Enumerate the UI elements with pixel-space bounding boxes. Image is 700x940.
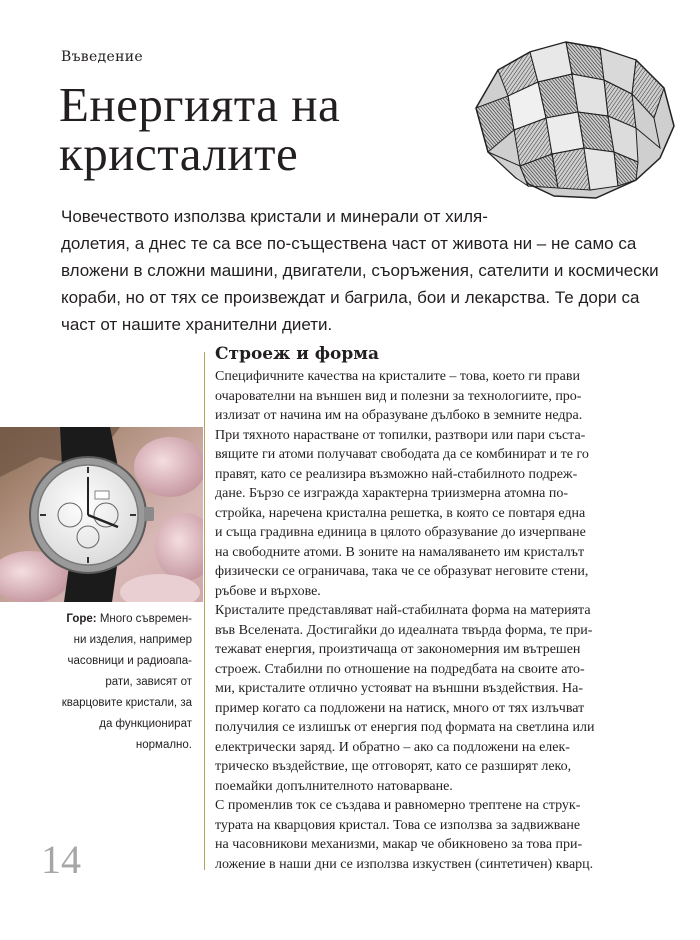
- body-line: очарователни на външен вид и полезни за технологиите, про-: [215, 388, 582, 404]
- caption-line: [42, 609, 192, 630]
- caption-line: ни изделия, например: [73, 634, 192, 646]
- title-line: Енергията на: [59, 77, 341, 132]
- body-line: тежават енергия, произтичаща от закономерния им вътрешен: [215, 642, 581, 657]
- body-line: Специфичните качества на кристалите – това, което ги прави: [215, 369, 580, 384]
- crystal-illustration: [468, 30, 680, 208]
- body-line: правят, като се реализира възможно най-стабилното подреж-: [215, 466, 578, 482]
- photo-caption: [42, 609, 192, 756]
- body-line: ръбове и върхове.: [215, 583, 321, 599]
- body-line: турата на кварцовия кристал. Това се използва за задвижване: [215, 817, 581, 833]
- caption-label: Горе:: [66, 613, 97, 625]
- intro-paragraph: [61, 203, 681, 338]
- body-line: на свободните атоми. В зоните на намаляването им кристалът: [215, 544, 585, 560]
- body-line: стройка, наречена кристална решетка, в която се повтаря една: [215, 505, 586, 521]
- body-line: ми, кристалите отлично устояват на външни въздействия. На-: [215, 681, 584, 696]
- body-line: излизат от начина им на образуване дълбоко в земните недра.: [215, 408, 583, 423]
- body-line: физически се ограничава, така че се образуват неговите стени,: [215, 564, 589, 579]
- caption-text: Много съвремен-: [96, 613, 192, 625]
- title-line: кристалите: [59, 126, 299, 181]
- caption-line: кварцовите кристали, за: [61, 697, 192, 709]
- body-line: получилия се излишък от енергия под формата на светлина или: [215, 720, 595, 735]
- body-line: ложение в наши дни се използва изкуствен (синтетичен) кварц.: [215, 856, 594, 872]
- column-divider: [204, 352, 205, 870]
- body-line: Кристалите представляват най-стабилната форма на материята: [215, 603, 591, 618]
- body-line: и съща градивна единица в цялото образувание до изчерпване: [215, 525, 586, 540]
- intro-line: вложени в сложни машини, двигатели, съоръжения, сателити и космически: [61, 261, 659, 280]
- body-line: електрически заряд. И обратно – ако са подложени на елек-: [215, 739, 570, 755]
- section-label: Въведение: [61, 49, 143, 65]
- body-line: вящите ги атоми получават свободата да се комбинират и те го: [215, 447, 589, 462]
- body-line: на часовникови механизми, макар че обикновено за това при-: [215, 837, 583, 852]
- caption-line: рати, зависят от: [105, 676, 192, 688]
- intro-line: Човечеството използва кристали и минерали от хиля-: [61, 207, 488, 226]
- body-line: С променлив ток се създава и равномерно трептене на струк-: [215, 798, 581, 813]
- body-line: строеж. Стабилни по отношение на подредбата на своите ато-: [215, 661, 585, 677]
- body-text: [215, 367, 685, 874]
- body-line: пример когато са подложени на натиск, много от тях излъчват: [215, 700, 585, 716]
- body-line: При тяхното нарастване от топилки, разтвори или пари съста-: [215, 427, 586, 443]
- caption-line: нормално.: [135, 739, 192, 751]
- page-number: 14: [41, 837, 81, 882]
- body-line: трическо въздействие, ще отговорят, като се разширят леко,: [215, 759, 572, 774]
- wristwatch-photo: [0, 427, 203, 602]
- caption-line: часовници и радиоапа-: [67, 655, 192, 667]
- caption-line: да функционират: [99, 718, 192, 730]
- intro-line: кораби, но от тях се произвеждат и багрила, бои и лекарства. Те дори са: [61, 288, 640, 307]
- body-line: дане. Бързо се изгражда характерна триизмерна атомна по-: [215, 486, 569, 501]
- body-line: поемайки допълнителното натоварване.: [215, 778, 453, 794]
- intro-line: част от нашите хранителни диети.: [61, 315, 333, 334]
- intro-line: долетия, а днес те са все по-съществена част от живота ни – не само са: [61, 234, 637, 253]
- page-title: [59, 77, 341, 181]
- body-line: във Вселената. Достигайки до идеалната твърда форма, те при-: [215, 622, 593, 638]
- section-heading: Строеж и форма: [215, 344, 380, 364]
